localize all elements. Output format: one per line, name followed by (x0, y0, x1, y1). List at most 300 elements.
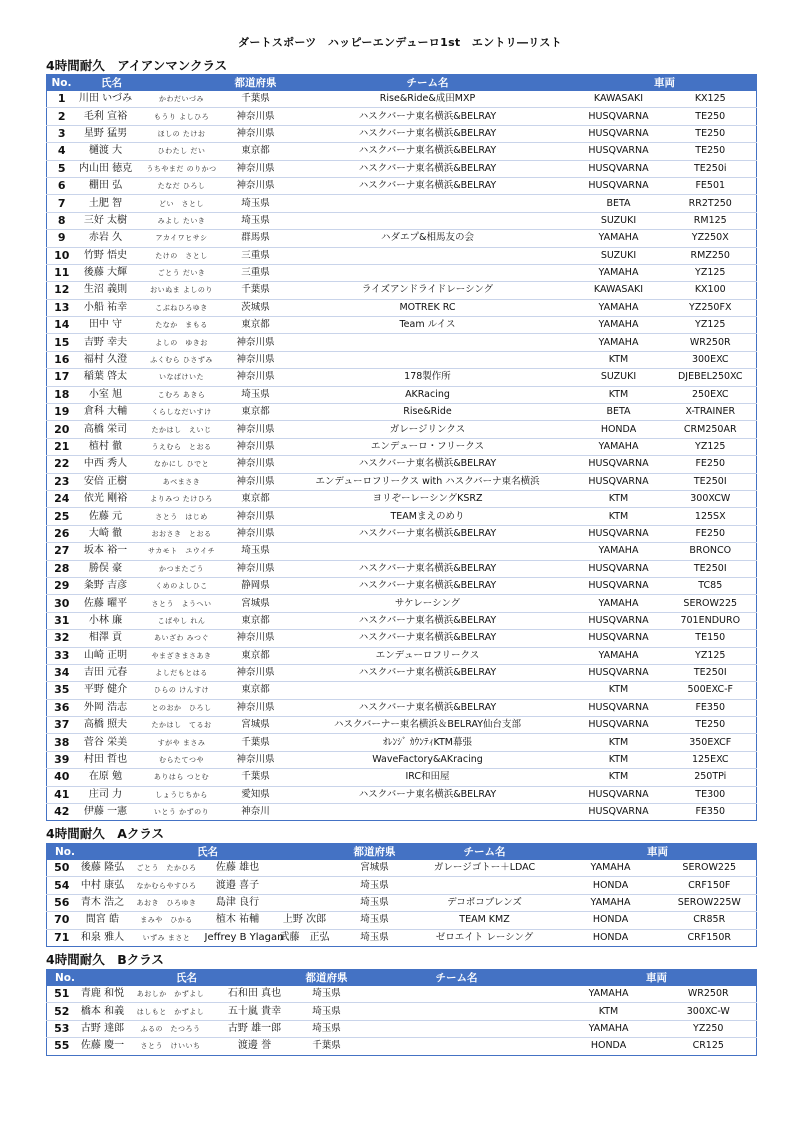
team-name: ハスクバーナ東名横浜&BELRAY (283, 177, 573, 194)
prefecture: 神奈川県 (229, 125, 283, 142)
prefecture: 静岡県 (229, 577, 283, 594)
class-a-heading: 4時間耐久 Aクラス (46, 826, 164, 841)
vehicle-model: SEROW225W (663, 894, 757, 911)
vehicle-model: TE250 (665, 108, 757, 125)
prefecture: 愛知県 (229, 786, 283, 803)
entry-number: 54 (47, 877, 77, 894)
rider-name: 星野 猛男 (77, 125, 135, 142)
prefecture: 埼玉県 (339, 877, 411, 894)
rider-name: 平野 健介 (77, 682, 135, 699)
team-name: ゼロエイト レーシング (411, 929, 559, 946)
table-row (47, 612, 757, 629)
prefecture: 三重県 (229, 247, 283, 264)
team-name (283, 804, 573, 821)
prefecture: 東京都 (229, 404, 283, 421)
rider-name-kana: たかはし てるお (135, 717, 229, 734)
vehicle-model: RMZ250 (665, 247, 757, 264)
rider-name-kana: アカイワヒサシ (135, 230, 229, 247)
entry-number: 71 (47, 929, 77, 946)
table-row (47, 525, 757, 542)
rider-name-kana: こむろ あきら (135, 386, 229, 403)
vehicle-maker: HONDA (559, 912, 663, 929)
team-name (283, 212, 573, 229)
vehicle-maker: KTM (573, 490, 665, 507)
prefecture: 千葉県 (229, 734, 283, 751)
team-name: ガレージゴトー＋LDAC (411, 860, 559, 877)
prefecture: 茨城県 (229, 299, 283, 316)
entry-number: 55 (47, 1038, 77, 1055)
rider-name-kana: ふくむら ひさずみ (135, 351, 229, 368)
team-name: WaveFactory&AKracing (283, 751, 573, 768)
rider-name-kana: いなばけいた (135, 369, 229, 386)
col-no-header: No. (47, 843, 77, 860)
table-row (47, 1020, 757, 1037)
prefecture: 埼玉県 (297, 1003, 357, 1020)
rider-name-kana: はしもと かずよし (129, 1003, 213, 1020)
rider-name-kana: たけの さとし (135, 247, 229, 264)
rider-name: 吉田 元春 (77, 664, 135, 681)
entry-number: 17 (47, 369, 77, 386)
team-name: ハスクバーナ東名横浜&BELRAY (283, 160, 573, 177)
vehicle-maker: YAMAHA (559, 860, 663, 877)
prefecture: 埼玉県 (229, 212, 283, 229)
vehicle-maker: BETA (573, 404, 665, 421)
vehicle-model: WR250R (665, 334, 757, 351)
prefecture: 神奈川県 (229, 369, 283, 386)
vehicle-maker: HUSQVARNA (573, 612, 665, 629)
rider-name-kana: ふるの たつろう (129, 1020, 213, 1037)
prefecture: 神奈川県 (229, 664, 283, 681)
rider-name-kana: どい さとし (135, 195, 229, 212)
rider-name: 大崎 徹 (77, 525, 135, 542)
vehicle-maker: HUSQVARNA (573, 525, 665, 542)
team-name: エンデューロフリークス (283, 647, 573, 664)
vehicle-maker: HUSQVARNA (573, 125, 665, 142)
prefecture: 神奈川県 (229, 751, 283, 768)
table-header-row (47, 969, 757, 986)
vehicle-model: 250TPi (665, 769, 757, 786)
rider-name-kana: たかはし えいじ (135, 421, 229, 438)
entry-number: 26 (47, 525, 77, 542)
vehicle-model: YZ250 (661, 1020, 757, 1037)
rider-name-kana: やまざきまさあき (135, 647, 229, 664)
rider-name: 安倍 正樹 (77, 473, 135, 490)
prefecture: 東京都 (229, 682, 283, 699)
prefecture: 神奈川県 (229, 160, 283, 177)
rider3-name (271, 860, 339, 877)
rider-name-kana: さとう ようへい (135, 595, 229, 612)
rider-name: 坂本 裕一 (77, 543, 135, 560)
rider-name: 三好 太樹 (77, 212, 135, 229)
table-row (47, 473, 757, 490)
rider-name: 吉野 幸夫 (77, 334, 135, 351)
team-name (357, 1003, 557, 1020)
rider-name: 中西 秀人 (77, 456, 135, 473)
vehicle-maker: SUZUKI (573, 247, 665, 264)
prefecture: 神奈川 (229, 804, 283, 821)
entry-number: 24 (47, 490, 77, 507)
rider-name-kana: ごとう だいき (135, 264, 229, 281)
team-name: ハスクバーナ東名横浜&BELRAY (283, 143, 573, 160)
table-row (47, 717, 757, 734)
prefecture: 千葉県 (297, 1038, 357, 1055)
rider-name-kana: まみや ひかる (129, 912, 205, 929)
vehicle-maker: HONDA (557, 1038, 661, 1055)
vehicle-model: CR85R (663, 912, 757, 929)
vehicle-maker: KTM (573, 734, 665, 751)
entry-number: 53 (47, 1020, 77, 1037)
rider2-name: 植木 祐輔 (205, 912, 271, 929)
table-row (47, 212, 757, 229)
col-team-header: チーム名 (411, 843, 559, 860)
team-name: デコボコブレンズ (411, 894, 559, 911)
vehicle-model: TE250 (665, 125, 757, 142)
rider3-name: 武藤 正弘 (271, 929, 339, 946)
table-row (47, 317, 757, 334)
vehicle-maker: HUSQVARNA (573, 717, 665, 734)
vehicle-maker: YAMAHA (573, 299, 665, 316)
vehicle-model: CRF150R (663, 929, 757, 946)
entry-number: 42 (47, 804, 77, 821)
vehicle-model: YZ125 (665, 438, 757, 455)
rider-name-kana: サカモト ユウイチ (135, 543, 229, 560)
vehicle-maker: HUSQVARNA (573, 560, 665, 577)
vehicle-model: YZ125 (665, 264, 757, 281)
vehicle-model: YZ125 (665, 647, 757, 664)
prefecture: 神奈川県 (229, 630, 283, 647)
table-row (47, 490, 757, 507)
vehicle-model: DJEBEL250XC (665, 369, 757, 386)
prefecture: 神奈川県 (229, 177, 283, 194)
rider2-name: 五十嵐 貴幸 (213, 1003, 297, 1020)
table-row (47, 577, 757, 594)
rider-name: 佐藤 慶一 (77, 1038, 129, 1055)
prefecture: 神奈川県 (229, 351, 283, 368)
vehicle-model: TE250I (665, 560, 757, 577)
team-name (283, 195, 573, 212)
vehicle-maker: KTM (573, 351, 665, 368)
vehicle-maker: BETA (573, 195, 665, 212)
rider2-name: 佐藤 雄也 (205, 860, 271, 877)
table-row (47, 894, 757, 911)
table-row (47, 404, 757, 421)
rider-name: 川田 いづみ (77, 91, 135, 108)
team-name: ハスクバーナ東名横浜&BELRAY (283, 612, 573, 629)
rider-name-kana: あおしか かずよし (129, 986, 213, 1003)
rider-name: 佐藤 元 (77, 508, 135, 525)
table-row (47, 860, 757, 877)
rider-name-kana: みよし たいき (135, 212, 229, 229)
rider-name: 竹野 悟史 (77, 247, 135, 264)
entry-number: 34 (47, 664, 77, 681)
rider3-name: 上野 次郎 (271, 912, 339, 929)
team-name: IRC和田屋 (283, 769, 573, 786)
vehicle-model: TE250 (665, 717, 757, 734)
entry-number: 7 (47, 195, 77, 212)
table-row (47, 734, 757, 751)
entry-number: 11 (47, 264, 77, 281)
col-pref-header: 都道府県 (297, 969, 357, 986)
rider-name: 福村 久澄 (77, 351, 135, 368)
vehicle-maker: HUSQVARNA (573, 699, 665, 716)
entry-number: 31 (47, 612, 77, 629)
vehicle-model: FE501 (665, 177, 757, 194)
entry-number: 32 (47, 630, 77, 647)
rider2-name: 古野 雄一郎 (213, 1020, 297, 1037)
rider-name-kana: すがや まさみ (135, 734, 229, 751)
rider-name-kana: おおさき とおる (135, 525, 229, 542)
rider-name: 粂野 吉彦 (77, 577, 135, 594)
entry-number: 6 (47, 177, 77, 194)
prefecture: 神奈川県 (229, 334, 283, 351)
table-row (47, 299, 757, 316)
rider-name: 相澤 貢 (77, 630, 135, 647)
rider-name-kana: こばやし れん (135, 612, 229, 629)
rider-name: 中村 康弘 (77, 877, 129, 894)
table-row (47, 282, 757, 299)
vehicle-model: KX125 (665, 91, 757, 108)
table-row (47, 91, 757, 108)
rider-name: 後藤 大輝 (77, 264, 135, 281)
entry-number: 56 (47, 894, 77, 911)
team-name: ｵﾚﾝｼﾞ ｶｳﾝﾃｨKTM幕張 (283, 734, 573, 751)
vehicle-maker: SUZUKI (573, 369, 665, 386)
table-row (47, 699, 757, 716)
vehicle-model: RR2T250 (665, 195, 757, 212)
table-row (47, 230, 757, 247)
team-name: MOTREK RC (283, 299, 573, 316)
team-name (411, 877, 559, 894)
prefecture: 埼玉県 (229, 386, 283, 403)
entry-number: 51 (47, 986, 77, 1003)
team-name: ハスクバーナ東名横浜&BELRAY (283, 786, 573, 803)
vehicle-maker: KTM (573, 508, 665, 525)
table-row (47, 1038, 757, 1055)
vehicle-model: FE250 (665, 525, 757, 542)
vehicle-model: 300EXC (665, 351, 757, 368)
table-row (47, 682, 757, 699)
team-name: ハスクバーナ東名横浜&BELRAY (283, 664, 573, 681)
rider-name-kana: とのおか ひろし (135, 699, 229, 716)
rider-name: 小船 祐幸 (77, 299, 135, 316)
team-name (357, 1038, 557, 1055)
rider-name: 稲葉 啓太 (77, 369, 135, 386)
prefecture: 群馬県 (229, 230, 283, 247)
table-row (47, 386, 757, 403)
vehicle-model: 500EXC-F (665, 682, 757, 699)
rider-name-kana: ひわたし だい (135, 143, 229, 160)
vehicle-maker: KAWASAKI (573, 282, 665, 299)
rider-name: 赤岩 久 (77, 230, 135, 247)
vehicle-maker: YAMAHA (573, 595, 665, 612)
prefecture: 埼玉県 (297, 986, 357, 1003)
ironman-heading: 4時間耐久 アイアンマンクラス (46, 58, 228, 73)
table-row (47, 543, 757, 560)
prefecture: 東京都 (229, 490, 283, 507)
prefecture: 神奈川県 (229, 421, 283, 438)
rider-name-kana: こぶねひろゆき (135, 299, 229, 316)
table-row (47, 786, 757, 803)
entry-number: 13 (47, 299, 77, 316)
rider-name-kana: いとう かずのり (135, 804, 229, 821)
prefecture: 埼玉県 (229, 195, 283, 212)
vehicle-model: TE250i (665, 160, 757, 177)
vehicle-maker: HUSQVARNA (573, 786, 665, 803)
rider-name: 青鹿 和悦 (77, 986, 129, 1003)
vehicle-model: 350EXCF (665, 734, 757, 751)
entry-number: 1 (47, 91, 77, 108)
prefecture: 埼玉県 (297, 1020, 357, 1037)
prefecture: 千葉県 (229, 91, 283, 108)
rider-name-kana: さとう はじめ (135, 508, 229, 525)
table-row (47, 751, 757, 768)
vehicle-maker: KTM (573, 682, 665, 699)
rider-name: 植村 徹 (77, 438, 135, 455)
team-name: ハスクバーナ東名横浜&BELRAY (283, 525, 573, 542)
col-name-header: 氏名 (77, 969, 297, 986)
vehicle-model: RM125 (665, 212, 757, 229)
vehicle-model: FE350 (665, 699, 757, 716)
vehicle-maker: YAMAHA (573, 543, 665, 560)
table-row (47, 195, 757, 212)
entry-number: 2 (47, 108, 77, 125)
vehicle-model: FE250 (665, 456, 757, 473)
col-name-header: 氏名 (77, 843, 339, 860)
vehicle-maker: HUSQVARNA (573, 456, 665, 473)
table-row (47, 264, 757, 281)
table-row (47, 560, 757, 577)
vehicle-model: 125EXC (665, 751, 757, 768)
table-row (47, 160, 757, 177)
entry-number: 22 (47, 456, 77, 473)
rider-name-kana: たなだ ひろし (135, 177, 229, 194)
prefecture: 埼玉県 (339, 929, 411, 946)
vehicle-maker: HUSQVARNA (573, 630, 665, 647)
entry-number: 15 (47, 334, 77, 351)
rider-name: 田中 守 (77, 317, 135, 334)
col-team-header: チーム名 (357, 969, 557, 986)
entry-number: 33 (47, 647, 77, 664)
vehicle-maker: YAMAHA (573, 438, 665, 455)
rider-name-kana: あおき ひろゆき (129, 894, 205, 911)
team-name: ハスクバーナ東名横浜&BELRAY (283, 108, 573, 125)
rider-name-kana: いずみ まさと (129, 929, 205, 946)
prefecture: 東京都 (229, 647, 283, 664)
vehicle-model: 701ENDURO (665, 612, 757, 629)
rider2-name: Jeffrey B Ylagan (205, 929, 271, 946)
vehicle-model: TE150 (665, 630, 757, 647)
prefecture: 神奈川県 (229, 560, 283, 577)
team-name: Team ルイス (283, 317, 573, 334)
entry-number: 28 (47, 560, 77, 577)
rider-name: 佐藤 曜平 (77, 595, 135, 612)
table-row (47, 334, 757, 351)
vehicle-model: YZ250X (665, 230, 757, 247)
rider2-name: 渡邊 誉 (213, 1038, 297, 1055)
rider-name-kana: よしの ゆきお (135, 334, 229, 351)
rider-name: 小林 廉 (77, 612, 135, 629)
rider-name-kana: おいぬま よしのり (135, 282, 229, 299)
table-row (47, 456, 757, 473)
col-pref-header: 都道府県 (229, 74, 283, 91)
team-name: ハスクバーナ東名横浜&BELRAY (283, 456, 573, 473)
rider-name: 毛利 宣裕 (77, 108, 135, 125)
entry-number: 37 (47, 717, 77, 734)
table-row (47, 108, 757, 125)
rider3-name (271, 877, 339, 894)
rider-name-kana: ごとう たかひろ (129, 860, 205, 877)
entry-number: 20 (47, 421, 77, 438)
team-name: Rise&Ride (283, 404, 573, 421)
rider2-name: 島津 良行 (205, 894, 271, 911)
vehicle-maker: HUSQVARNA (573, 804, 665, 821)
prefecture: 東京都 (229, 143, 283, 160)
vehicle-maker: HONDA (573, 421, 665, 438)
rider-name-kana: かつまたごう (135, 560, 229, 577)
team-name: ライズアンドライドレーシング (283, 282, 573, 299)
team-name (283, 334, 573, 351)
vehicle-model: SEROW225 (663, 860, 757, 877)
vehicle-maker: KTM (573, 769, 665, 786)
rider-name-kana: もうり よしひろ (135, 108, 229, 125)
rider-name: 生沼 義則 (77, 282, 135, 299)
entry-number: 8 (47, 212, 77, 229)
rider-name-kana: くらしなだいすけ (135, 404, 229, 421)
rider-name-kana: ほしの たけお (135, 125, 229, 142)
team-name: Rise&Ride&成田MXP (283, 91, 573, 108)
vehicle-maker: YAMAHA (559, 894, 663, 911)
vehicle-model: TC85 (665, 577, 757, 594)
vehicle-maker: HUSQVARNA (573, 143, 665, 160)
rider-name: 棚田 弘 (77, 177, 135, 194)
table-row (47, 630, 757, 647)
entry-number: 23 (47, 473, 77, 490)
team-name: ハスクバーナ東名横浜&BELRAY (283, 630, 573, 647)
rider-name-kana: さとう けいいち (129, 1038, 213, 1055)
prefecture: 千葉県 (229, 769, 283, 786)
team-name: ハスクバーナー東名横浜＆BELRAY仙台支部 (283, 717, 573, 734)
table-header-row (47, 74, 757, 91)
prefecture: 神奈川県 (229, 456, 283, 473)
col-pref-header: 都道府県 (339, 843, 411, 860)
table-row (47, 664, 757, 681)
vehicle-model: FE350 (665, 804, 757, 821)
vehicle-maker: HUSQVARNA (573, 473, 665, 490)
vehicle-maker: KTM (573, 386, 665, 403)
vehicle-maker: YAMAHA (573, 317, 665, 334)
rider-name: 村田 哲也 (77, 751, 135, 768)
vehicle-model: BRONCO (665, 543, 757, 560)
rider-name: 小室 旭 (77, 386, 135, 403)
rider-name: 樋渡 大 (77, 143, 135, 160)
entry-number: 38 (47, 734, 77, 751)
team-name (283, 682, 573, 699)
rider-name: 古野 達郎 (77, 1020, 129, 1037)
rider-name: 在原 勉 (77, 769, 135, 786)
team-name: エンデューロ・フリークス (283, 438, 573, 455)
team-name: サケレーシング (283, 595, 573, 612)
rider-name: 後藤 隆弘 (77, 860, 129, 877)
prefecture: 宮城県 (229, 717, 283, 734)
vehicle-maker: KAWASAKI (573, 91, 665, 108)
prefecture: 神奈川県 (229, 525, 283, 542)
rider-name-kana: たなか まもる (135, 317, 229, 334)
entry-number: 25 (47, 508, 77, 525)
team-name: ヨリぞーレーシングKSRZ (283, 490, 573, 507)
rider-name: 高橋 照夫 (77, 717, 135, 734)
col-no-header: No. (47, 74, 77, 91)
col-vehicle-header: 車両 (559, 843, 757, 860)
